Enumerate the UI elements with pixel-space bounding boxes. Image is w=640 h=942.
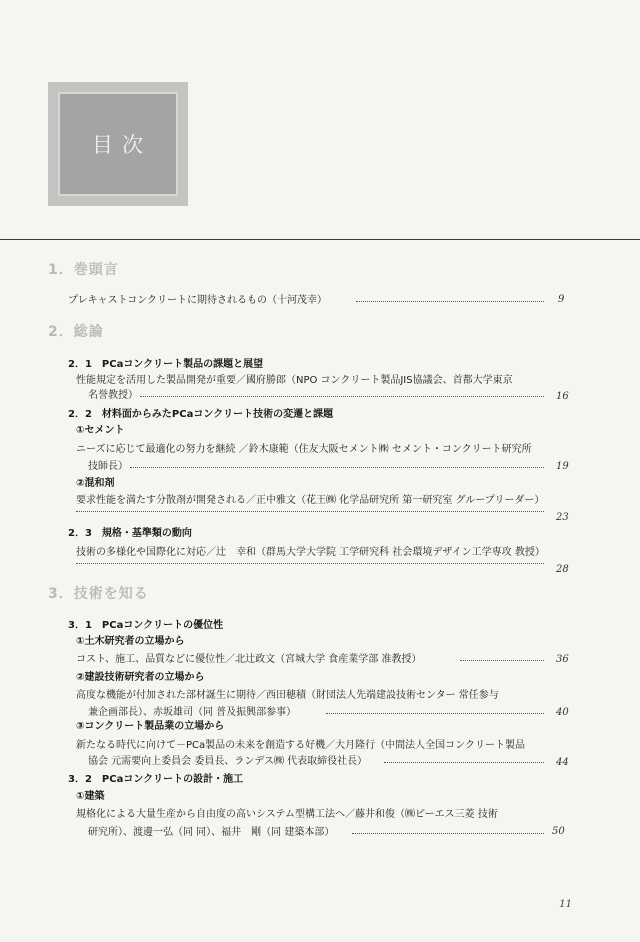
toc-page-number: 44 — [556, 757, 569, 768]
toc-entry-text: 名誉教授） — [88, 390, 138, 401]
subsection-heading: 3．1 PCaコンクリートの優位性 — [68, 620, 224, 631]
header-divider — [0, 239, 640, 240]
leader-dots — [384, 762, 544, 763]
toc-entry-text: 技術の多様化や国際化に対応／辻 幸和（群馬大学大学院 工学研究科 社会環境デザイン工学専攻 教授） — [76, 547, 545, 558]
leader-dots — [76, 563, 544, 564]
section-heading-overview: 2．総論 — [48, 324, 104, 340]
section-heading-techniques: 3．技術を知る — [48, 586, 149, 602]
subsection-heading: 2．3 規格・基準類の動向 — [68, 528, 192, 539]
toc-page-number: 28 — [556, 564, 569, 575]
toc-entry-text: 新たなる時代に向けて－PCa製品の未来を創造する好機／大月隆行（中間法人全国コンクリート製品 — [76, 740, 525, 751]
subsection-heading: 2．2 材料面からみたPCaコンクリート技術の変遷と課題 — [68, 409, 334, 420]
toc-entry-text: 協会 元需要向上委員会 委員長、ランデス㈱ 代表取締役社長） — [88, 756, 368, 767]
toc-page-number: 50 — [552, 826, 565, 837]
toc-page-number: 19 — [556, 461, 569, 472]
section-heading-foreword: 1．巻頭言 — [48, 262, 119, 278]
leader-dots — [352, 833, 544, 834]
toc-entry-text: 規格化による大量生産から自由度の高いシステム型構工法へ／藤井和俊（㈱ピーエス三菱 技術 — [76, 809, 498, 820]
leader-dots — [130, 467, 544, 468]
toc-page-number: 9 — [558, 294, 565, 305]
toc-entry-text: コスト、施工、品質などに優位性／北辻政文（宮城大学 食産業学部 准教授） — [76, 654, 422, 665]
title-box — [58, 92, 178, 196]
category-heading: ①セメント — [76, 425, 125, 436]
category-heading: ①建築 — [76, 791, 105, 802]
toc-page-number: 16 — [556, 391, 569, 402]
leader-dots — [460, 660, 544, 661]
toc-entry-text: 技師長） — [88, 461, 128, 472]
toc-entry-text: 要求性能を満たす分散剤が開発される／正中雅文（花王㈱ 化学品研究所 第一研究室 グループリーダー） — [76, 495, 545, 506]
subsection-heading: 3．2 PCaコンクリートの設計・施工 — [68, 774, 244, 785]
leader-dots — [356, 301, 544, 302]
toc-entry-text: 兼企画部長）、赤坂雄司（同 普及振興部参事） — [88, 707, 297, 718]
toc-entry-text: 性能規定を活用した製品開発が重要／國府勝郎（NPO コンクリート製品JIS協議会、首都大学東京 — [76, 375, 513, 386]
toc-entry-text: ニーズに応じて最適化の努力を継続 ／鈴木康範（住友大阪セメント㈱ セメント・コンクリート研究所 — [76, 444, 532, 455]
page-title: 目次 — [92, 133, 152, 157]
subsection-heading: 2．1 PCaコンクリート製品の課題と展望 — [68, 359, 264, 370]
toc-entry-text: 高度な機能が付加された部材誕生に期待／西田穂積（財団法人先端建設技術センター 常任参与 — [76, 690, 499, 701]
toc-page-number: 40 — [556, 707, 569, 718]
leader-dots — [140, 396, 544, 397]
category-heading: ①土木研究者の立場から — [76, 636, 185, 647]
category-heading: ②混和剤 — [76, 478, 115, 489]
page-folio: 11 — [559, 899, 572, 910]
toc-entry-text: 研究所）、渡邊一弘（同 同）、福井 剛（同 建築本部） — [88, 827, 335, 838]
category-heading: ③コンクリート製品業の立場から — [76, 721, 225, 732]
category-heading: ②建設技術研究者の立場から — [76, 672, 205, 683]
toc-page-number: 36 — [556, 654, 569, 665]
leader-dots — [76, 511, 544, 512]
toc-page-number: 23 — [556, 512, 569, 523]
leader-dots — [326, 713, 544, 714]
toc-entry-text: プレキャストコンクリートに期待されるもの（十河茂幸） — [68, 295, 327, 306]
